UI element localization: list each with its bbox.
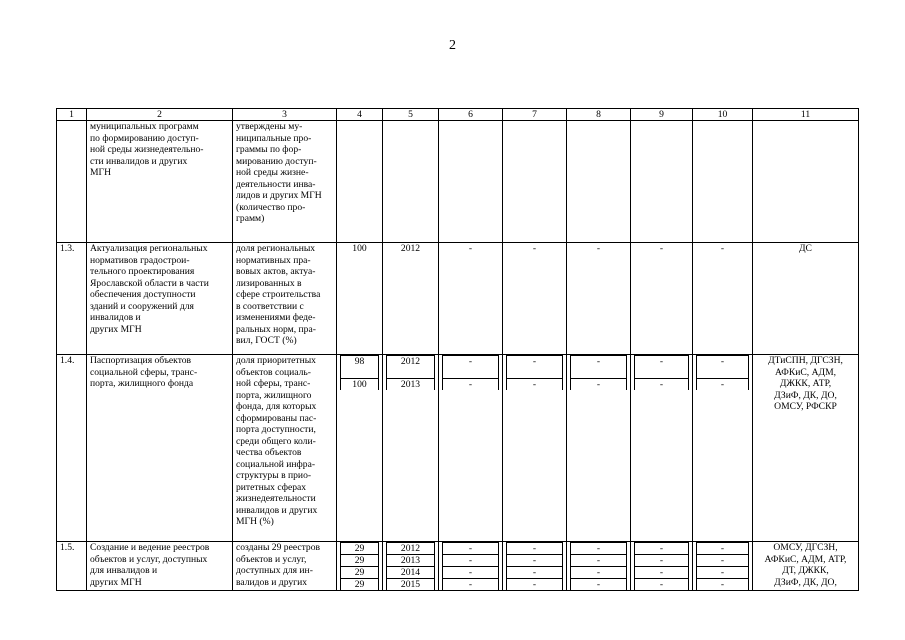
value-cell: - xyxy=(697,379,749,391)
value-cell: - xyxy=(443,379,499,391)
value-cell: 29 xyxy=(341,555,379,567)
year-cell: 2012 xyxy=(387,356,435,379)
value-cell xyxy=(503,121,567,243)
value-cell: - xyxy=(443,543,499,555)
table-row xyxy=(57,243,859,355)
value-cell: - xyxy=(443,356,499,379)
header-cell: 4 xyxy=(337,109,383,121)
value-cell: - xyxy=(635,356,689,379)
value-cell: - xyxy=(507,567,563,579)
indicator-text: доля региональных нормативных пра- вовых актов, актуа- лизированных в сфере строительства в соответствии с изменениями феде- ральных норм, пра- вил, ГОСТ (%) xyxy=(233,243,337,355)
year-column xyxy=(383,355,439,542)
value-cell: 29 xyxy=(341,579,379,591)
executors-cell xyxy=(753,121,859,243)
value-cell: - xyxy=(507,579,563,591)
value-cell: - xyxy=(635,579,689,591)
measure-name: муниципальных программ по формированию доступ- ной среды жизнедеятельно- сти инвалидов и других МГН xyxy=(87,121,233,243)
value-cell: - xyxy=(697,555,749,567)
year-cell: 2015 xyxy=(387,579,435,591)
value-column-10 xyxy=(693,542,753,591)
value-cell: - xyxy=(507,379,563,391)
measure-name: Создание и ведение реестров объектов и услуг, доступных для инвалидов и других МГН xyxy=(87,542,233,591)
value-column-7 xyxy=(503,542,567,591)
item-number: 1.4. xyxy=(57,355,87,542)
year-cell: 2012 xyxy=(387,543,435,555)
year-cell: 2014 xyxy=(387,567,435,579)
value-column-7 xyxy=(503,355,567,542)
indicator-text: доля приоритетных объектов социаль- ной сферы, транс- порта, жилищного фонда, для которых сформированы пас- порта доступности, среди общего коли- чества объектов социальной инфра- структуры в прио- ритетных сферах жизнедеятельности инвалидов и других МГН (%) xyxy=(233,355,337,542)
value-cell: - xyxy=(443,579,499,591)
value-cell xyxy=(439,121,503,243)
value-cell: - xyxy=(635,567,689,579)
indicator-text: созданы 29 реестров объектов и услуг, доступных для ин- валидов и других xyxy=(233,542,337,591)
value-cell: - xyxy=(571,555,627,567)
value-column-6 xyxy=(439,542,503,591)
value-column-8 xyxy=(567,355,631,542)
header-cell: 7 xyxy=(503,109,567,121)
value-cell: - xyxy=(571,567,627,579)
header-cell: 11 xyxy=(753,109,859,121)
value-cell: - xyxy=(697,356,749,379)
value-cell: - xyxy=(507,555,563,567)
value-cell: - xyxy=(693,243,753,355)
table-row xyxy=(57,121,859,243)
header-cell: 10 xyxy=(693,109,753,121)
header-cell: 3 xyxy=(233,109,337,121)
value-cell: - xyxy=(571,379,627,391)
executors-cell: ОМСУ, ДГСЗН, АФКиС, АДМ, АТР, ДТ, ДЖКК, ДЗиФ, ДК, ДО, xyxy=(753,542,859,591)
page-number: 2 xyxy=(449,38,456,53)
value-cell: 29 xyxy=(341,543,379,555)
year-cell xyxy=(383,121,439,243)
table-row xyxy=(57,355,859,542)
header-cell: 9 xyxy=(631,109,693,121)
value-column-8 xyxy=(567,542,631,591)
value-column-9 xyxy=(631,542,693,591)
value-column-6 xyxy=(439,355,503,542)
value-column-4 xyxy=(337,355,383,542)
value-cell: - xyxy=(507,543,563,555)
measure-name: Актуализация региональных нормативов градострои- тельного проектирования Ярославской области в части обеспечения доступности зданий и сооружений для инвалидов и других МГН xyxy=(87,243,233,355)
value-cell: - xyxy=(571,543,627,555)
value-cell: - xyxy=(443,567,499,579)
item-number: 1.5. xyxy=(57,542,87,591)
value-cell: - xyxy=(631,243,693,355)
header-row xyxy=(57,109,859,121)
value-cell: - xyxy=(507,356,563,379)
value-cell: - xyxy=(697,579,749,591)
value-cell xyxy=(337,121,383,243)
year-cell: 2013 xyxy=(387,379,435,391)
value-cell: 29 xyxy=(341,567,379,579)
value-cell xyxy=(693,121,753,243)
value-cell: 98 xyxy=(341,356,379,379)
year-cell: 2012 xyxy=(383,243,439,355)
value-column-4 xyxy=(337,542,383,591)
value-cell: - xyxy=(697,567,749,579)
value-cell: - xyxy=(571,579,627,591)
value-cell: - xyxy=(635,543,689,555)
item-number: 1.3. xyxy=(57,243,87,355)
indicator-text: утверждены му- ниципальные про- граммы по фор- мированию доступ- ной среды жизне- деятельности инва- лидов и других МГН (количество про- грамм) xyxy=(233,121,337,243)
value-cell: - xyxy=(635,555,689,567)
value-cell: - xyxy=(443,555,499,567)
value-cell: - xyxy=(635,379,689,391)
value-column-9 xyxy=(631,355,693,542)
value-cell: 100 xyxy=(337,243,383,355)
value-cell: - xyxy=(567,243,631,355)
value-cell xyxy=(567,121,631,243)
value-cell: - xyxy=(439,243,503,355)
year-column xyxy=(383,542,439,591)
value-cell: 100 xyxy=(341,379,379,391)
header-cell: 2 xyxy=(87,109,233,121)
value-cell xyxy=(631,121,693,243)
header-cell: 8 xyxy=(567,109,631,121)
executors-cell: ДТиСПН, ДГСЗН, АФКиС, АДМ, ДЖКК, АТР, ДЗиФ, ДК, ДО, ОМСУ, РФСКР xyxy=(753,355,859,542)
item-number xyxy=(57,121,87,243)
value-cell: - xyxy=(503,243,567,355)
measure-name: Паспортизация объектов социальной сферы, транс- порта, жилищного фонда xyxy=(87,355,233,542)
value-cell: - xyxy=(697,543,749,555)
year-cell: 2013 xyxy=(387,555,435,567)
measures-table xyxy=(56,108,859,591)
executors-cell: ДС xyxy=(753,243,859,355)
value-cell: - xyxy=(571,356,627,379)
value-column-10 xyxy=(693,355,753,542)
table-row xyxy=(57,542,859,591)
header-cell: 5 xyxy=(383,109,439,121)
header-cell: 1 xyxy=(57,109,87,121)
header-cell: 6 xyxy=(439,109,503,121)
